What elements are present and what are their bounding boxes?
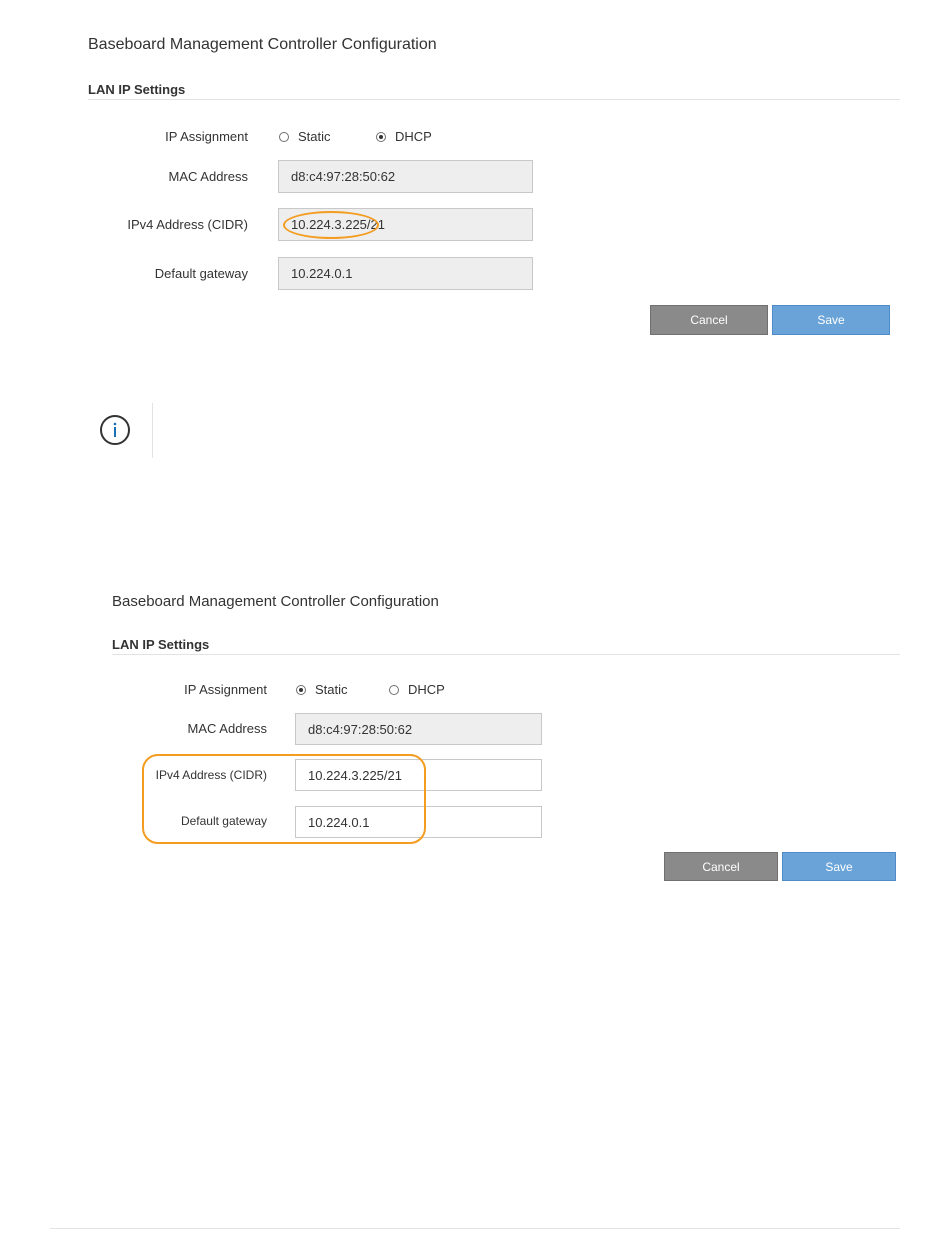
radio-static-indicator[interactable] xyxy=(279,132,289,142)
save-button[interactable]: Save xyxy=(782,852,896,881)
radio-dhcp-indicator[interactable] xyxy=(376,132,386,142)
radio-static-label: Static xyxy=(315,682,348,697)
radio-dhcp-label: DHCP xyxy=(395,129,432,144)
radio-static-label: Static xyxy=(298,129,331,144)
ipv4-address-field: 10.224.3.225/21 xyxy=(278,208,533,241)
mac-address-label: MAC Address xyxy=(187,721,267,736)
info-glyph-icon xyxy=(109,421,121,439)
mac-address-field: d8:c4:97:28:50:62 xyxy=(278,160,533,193)
page-footer-divider xyxy=(50,1228,900,1229)
ip-assignment-label: IP Assignment xyxy=(165,129,248,144)
default-gateway-label: Default gateway xyxy=(154,266,248,281)
radio-static[interactable] xyxy=(279,129,331,144)
ip-assignment-label: IP Assignment xyxy=(184,682,267,697)
fields-highlight-annotation xyxy=(142,754,426,844)
section-title: LAN IP Settings xyxy=(112,637,210,652)
page-title: Baseboard Management Controller Configuration xyxy=(112,593,439,610)
radio-dhcp-label: DHCP xyxy=(408,682,445,697)
radio-dhcp[interactable] xyxy=(389,682,445,697)
ipv4-address-label: IPv4 Address (CIDR) xyxy=(127,217,248,232)
section-divider xyxy=(88,99,900,100)
info-circle-icon xyxy=(100,415,130,445)
ipv4-address-input[interactable]: 10.224.3.225/21 xyxy=(295,759,542,791)
ipv4-highlight-annotation xyxy=(283,211,379,239)
default-gateway-input[interactable]: 10.224.0.1 xyxy=(295,806,542,838)
radio-dhcp-indicator[interactable] xyxy=(389,685,399,695)
radio-static-indicator[interactable] xyxy=(296,685,306,695)
section-divider xyxy=(112,654,900,655)
radio-static[interactable] xyxy=(296,682,348,697)
section-title: LAN IP Settings xyxy=(88,82,186,97)
page-title: Baseboard Management Controller Configuration xyxy=(88,36,437,53)
save-button[interactable]: Save xyxy=(772,305,890,335)
mac-address-label: MAC Address xyxy=(168,169,248,184)
default-gateway-field: 10.224.0.1 xyxy=(278,257,533,290)
ipv4-address-label: IPv4 Address (CIDR) xyxy=(155,768,267,782)
mac-address-field: d8:c4:97:28:50:62 xyxy=(295,713,542,745)
cancel-button[interactable]: Cancel xyxy=(650,305,768,335)
radio-dhcp[interactable] xyxy=(376,129,432,144)
default-gateway-label: Default gateway xyxy=(180,814,267,828)
cancel-button[interactable]: Cancel xyxy=(664,852,778,881)
info-divider xyxy=(152,403,153,458)
